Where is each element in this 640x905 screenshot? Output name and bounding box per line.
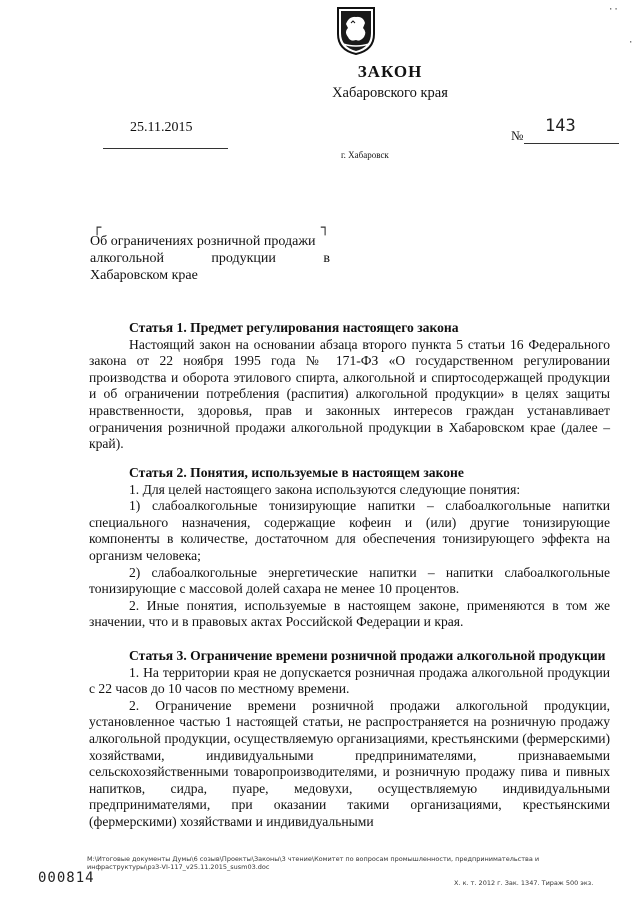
article-paragraph: 1. Для целей настоящего закона используются следующие понятия: (129, 481, 521, 497)
print-info: Х. к. т. 2012 г. Зак. 1347. Тираж 500 экз. (454, 879, 594, 887)
bracket-left-icon: ┌ (93, 220, 102, 236)
article-2 (89, 465, 610, 631)
law-title: ЗАКОН (357, 62, 423, 81)
subject-line-3: Хабаровском крае (90, 268, 198, 283)
date-underline (103, 148, 228, 149)
article-paragraph: 2) слабоалкогольные энергетические напитки – напитки слабоалкогольные тонизирующие с массовой долей сахара не менее 10 процентов. (89, 564, 610, 597)
subject-line-2: алкогольной продукции в (90, 251, 330, 266)
region-title: Хабаровского края (332, 85, 448, 101)
article-heading: Статья 3. Ограничение времени розничной продажи алкогольной продукции (129, 648, 606, 663)
law-date: 25.11.2015 (130, 120, 193, 135)
article-1 (89, 320, 610, 453)
article-paragraph: 1. На территории края не допускается розничная продажа алкогольной продукции с 22 часов до 10 часов по местному времени. (89, 664, 610, 697)
coat-of-arms-icon (335, 4, 377, 56)
article-paragraph: Настоящий закон на основании абзаца второго пункта 5 статьи 16 Федерального закона от 22 ноября 1995 года № 171-ФЗ «О государственном регулировании производства и оборота этилового спирта, алкогольной и спиртосодержащей продукции и об ограничении потребления (распития) алкогольной продукции» в целях защиты нравственности, здоровья, прав и законных интересов граждан устанавливает ограничения розничной продажи алкогольной продукции в Хабаровском крае (далее – край). (89, 336, 610, 452)
article-heading: Статья 1. Предмет регулирования настоящего закона (129, 320, 459, 335)
article-paragraph: 2. Ограничение времени розничной продажи алкогольной продукции, установленное частью 1 настоящей статьи, не распространяется на розничную продажу алкогольной продукции, осуществляемую организациями, крестьянскими (фермерскими) хозяйствами, индивидуальными предпринимателями, признаваемыми сельскохозяйственными товаропроизводителями, и розничную продажу пива и пивных напитков, сидра, пуаре, медовухи, осуществляемую индивидуальными предпринимателями, при оказании такими организациями, крестьянскими (фермерскими) хозяйствами и индивидуальными (89, 697, 610, 829)
law-subject (90, 233, 330, 284)
corner-mark: · (628, 38, 634, 48)
serial-number: 000814 (38, 870, 95, 886)
bracket-right-icon: ┐ (321, 220, 330, 236)
subject-line-1: Об ограничениях розничной продажи (90, 234, 316, 249)
law-number: 143 (545, 116, 576, 136)
corner-mark: ·· (608, 5, 619, 15)
article-paragraph: 1) слабоалкогольные тонизирующие напитки – слабоалкогольные напитки специального назначения, содержащие кофеин и (или) другие тонизирующие компоненты в количестве, достаточном для обеспечения тонизирующего эффекта на организм человека; (89, 498, 610, 563)
city-label: г. Хабаровск (341, 150, 389, 160)
article-3 (89, 648, 610, 831)
article-heading: Статья 2. Понятия, используемые в настоящем законе (129, 465, 464, 480)
article-paragraph: 2. Иные понятия, используемые в настоящем законе, применяются в том же значении, что и в правовых актах Российской Федерации и края. (89, 597, 610, 630)
number-underline (524, 143, 619, 144)
file-path: M:\Итоговые документы Думы\6 созыв\Проекты\Законы\3 чтение\Комитет по вопросам промышленности, предпринимательства и инфраструктуры\рз3-VI-117_v25.11.2015_susm03.doc (87, 855, 540, 871)
number-label: № (511, 128, 524, 143)
